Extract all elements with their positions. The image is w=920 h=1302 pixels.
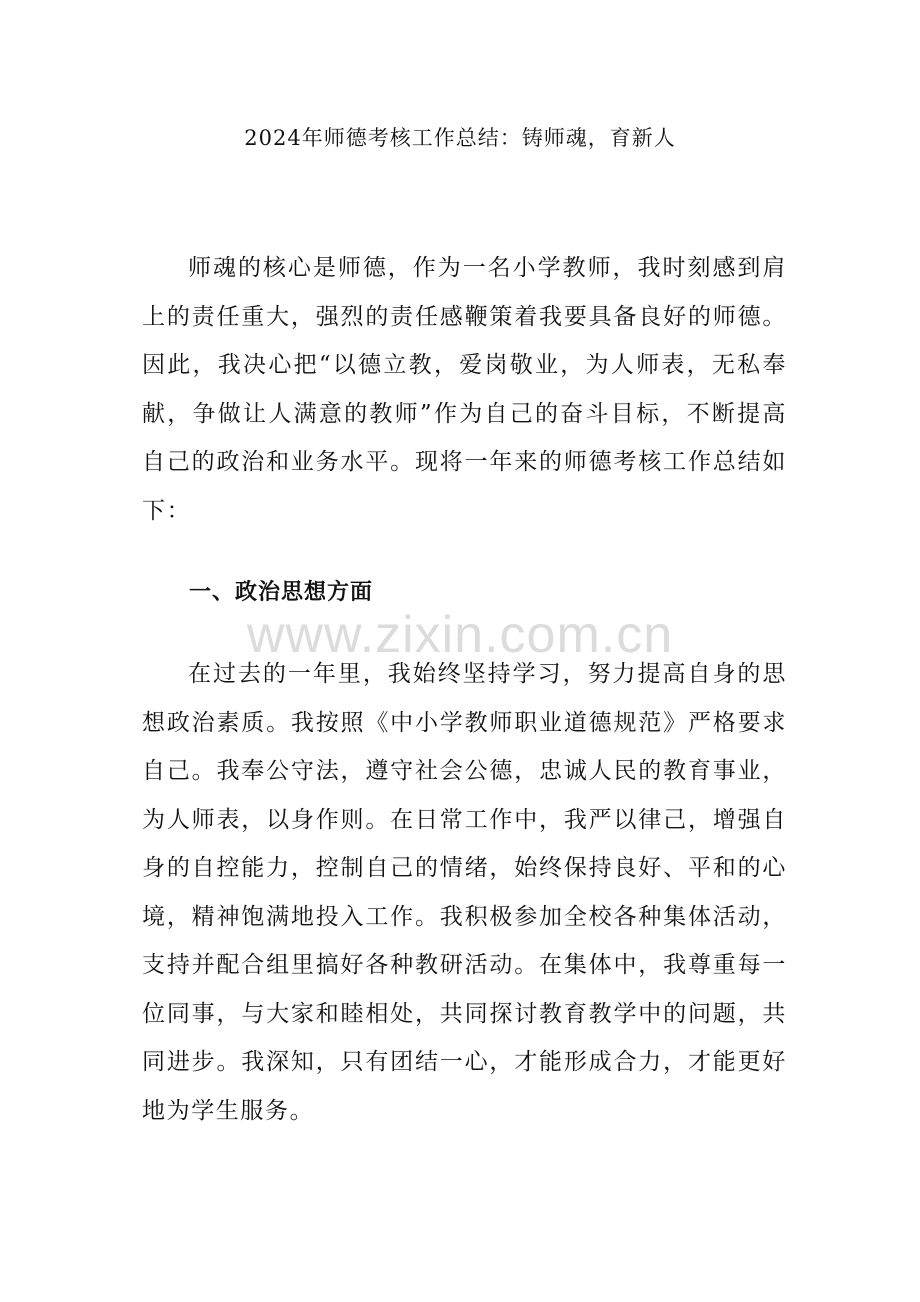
section-heading-political: 一、政治思想方面 <box>189 579 374 605</box>
watermark-text: www.zixin.com.cn <box>246 606 674 664</box>
intro-paragraph: 师魂的核心是师德，作为一名小学教师，我时刻感到肩上的责任重大，强烈的责任感鞭策着我要具备良好的师德。因此，我决心把“以德立教，爱岗敬业，为人师表，无私奉献，争做让人满意的教师”作为自己的奋斗目标，不断提高自己的政治和业务水平。现将一年来的师德考核工作总结如下： <box>142 255 787 524</box>
section-body-political: 在过去的一年里，我始终坚持学习，努力提高自身的思想政治素质。我按照《中小学教师职业道德规范》严格要求自己。我奉公守法，遵守社会公德，忠诚人民的教育事业，为人师表，以身作则。在日常工作中，我严以律己，增强自身的自控能力，控制自己的情绪，始终保持良好、平和的心境，精神饱满地投入工作。我积极参加全校各种集体活动，支持并配合组里搞好各种教研活动。在集体中，我尊重每一位同事，与大家和睦相处，共同探讨教育教学中的问题，共同进步。我深知，只有团结一心，才能形成合力，才能更好地为学生服务。 <box>142 661 787 1124</box>
document-title: 2024年师德考核工作总结：铸师魂，育新人 <box>244 126 676 150</box>
